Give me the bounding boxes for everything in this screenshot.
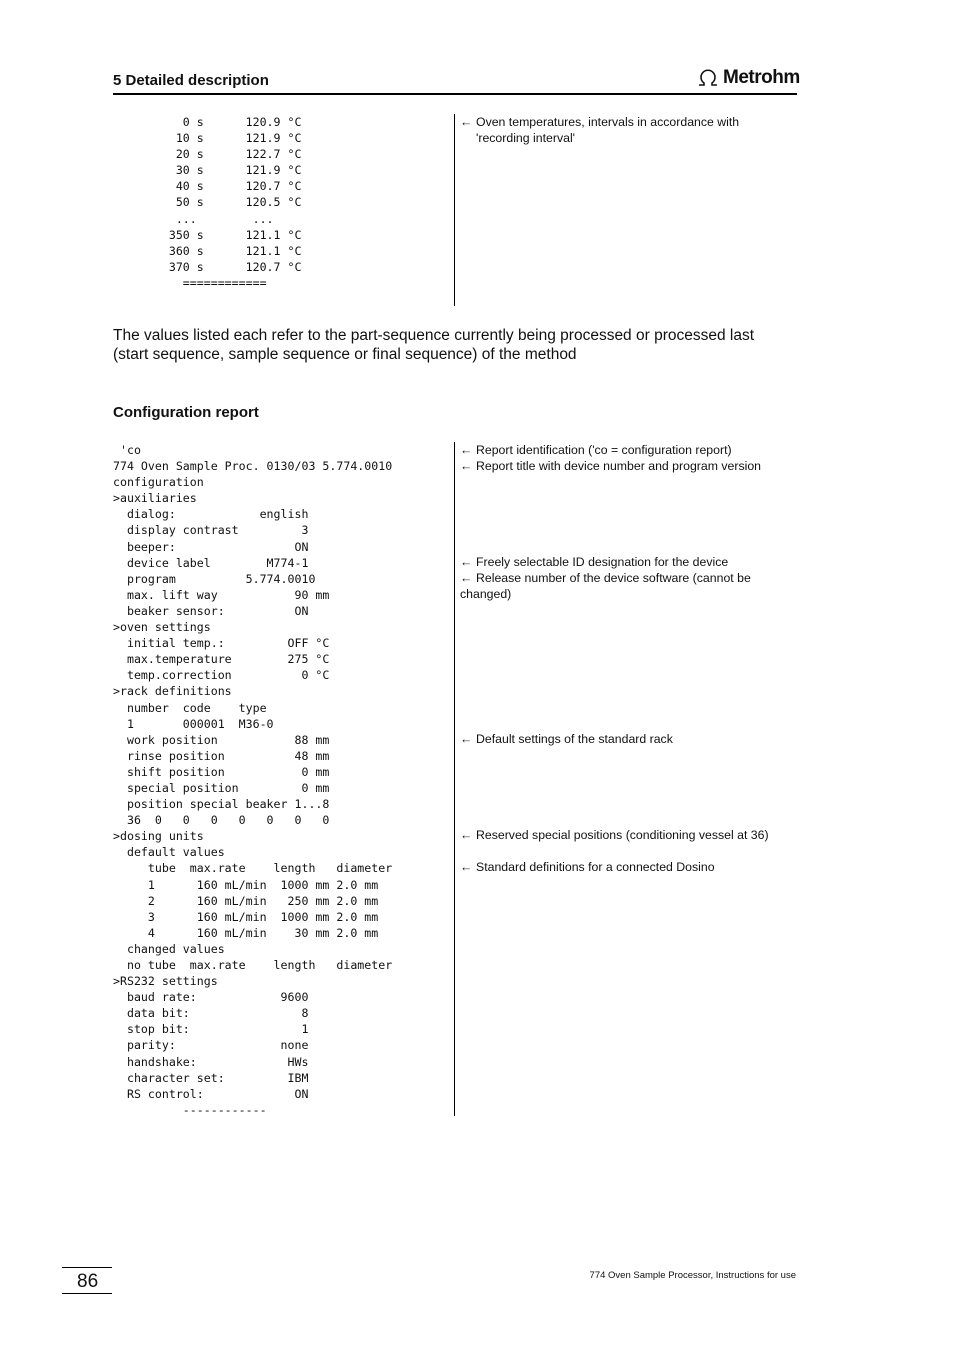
annotation-oven-temperatures: ← Oven temperatures, intervals in accordance with 'recording interval' [460, 115, 740, 146]
page-number-rule-top [62, 1267, 112, 1268]
body-paragraph: The values listed each refer to the part-sequence currently being processed or processed last (start sequence, sample sequence or final sequence) of the method [113, 327, 755, 363]
annotation-dosino-definitions: ← Standard definitions for a connected Dosino [460, 860, 715, 874]
annotation-report-identification: ← Report identification ('co = configuration report) [460, 443, 732, 457]
annotation-special-positions: ← Reserved special positions (conditioning vessel at 36) [460, 828, 769, 842]
arrow-left-icon: ← [460, 860, 473, 874]
column-divider [454, 114, 455, 306]
subsection-title: Configuration report [113, 404, 259, 421]
arrow-left-icon: ← [460, 459, 473, 473]
column-divider [454, 442, 455, 1116]
page-number: 86 [77, 1271, 99, 1292]
arrow-left-icon: ← [460, 732, 473, 746]
page-number-rule-bottom [62, 1293, 112, 1294]
arrow-left-icon: ← [460, 828, 473, 842]
annotation-program-release: ← Release number of the device software (cannot be changed) [460, 571, 751, 602]
omega-icon [696, 69, 720, 87]
annotation-device-label: ← Freely selectable ID designation for the device [460, 555, 729, 569]
arrow-left-icon: ← [460, 571, 473, 585]
annotation-standard-rack: ← Default settings of the standard rack [460, 732, 673, 746]
section-heading: 5 Detailed description [113, 72, 269, 89]
oven-temperature-printout: 0 s 120.9 °C 10 s 121.9 °C 20 s 122.7 °C 30 s 121.9 °C 40 s 120.7 °C 50 s 120.5 °C ... ... 350 s 121.1 °C 360 s 121.1 °C 370 s 120.7 °C ============ [168, 115, 302, 290]
arrow-left-icon: ← [460, 443, 473, 457]
brand-logo [696, 67, 800, 89]
header-divider [113, 93, 797, 95]
arrow-left-icon: ← [460, 115, 473, 129]
logo-text: Metrohm [723, 67, 800, 88]
configuration-report-printout: 'co 774 Oven Sample Proc. 0130/03 5.774.0010 configuration >auxiliaries dialog: english display contrast 3 beeper: ON device label M774-1 program 5.774.0010 max. lift way 90 mm beaker sensor: ON >oven settings initial temp.: OFF °C max.temperature 275 °C temp.correction 0 °C >rack definitions number code type 1 000001 M36-0 work position 88 mm rinse position 48 mm shift position 0 mm special position 0 mm position special beaker 1...8 36 0 0 0 0 0 0 0 >dosing units default values tube max.rate length diameter 1 160 mL/min 1000 mm 2.0 mm 2 160 mL/min 250 mm 2.0 mm 3 160 mL/min 1000 mm 2.0 mm 4 160 mL/min 30 mm 2.0 mm changed values no tube max.rate length diameter >RS232 settings baud rate: 9600 data bit: 8 stop bit: 1 parity: none handshake: HWs character set: IBM RS control: ON ------------ [113, 443, 393, 1117]
annotation-report-title: ← Report title with device number and program version [460, 459, 762, 473]
footer-document-title: 774 Oven Sample Processor, Instructions for use [589, 1270, 796, 1281]
arrow-left-icon: ← [460, 555, 473, 569]
